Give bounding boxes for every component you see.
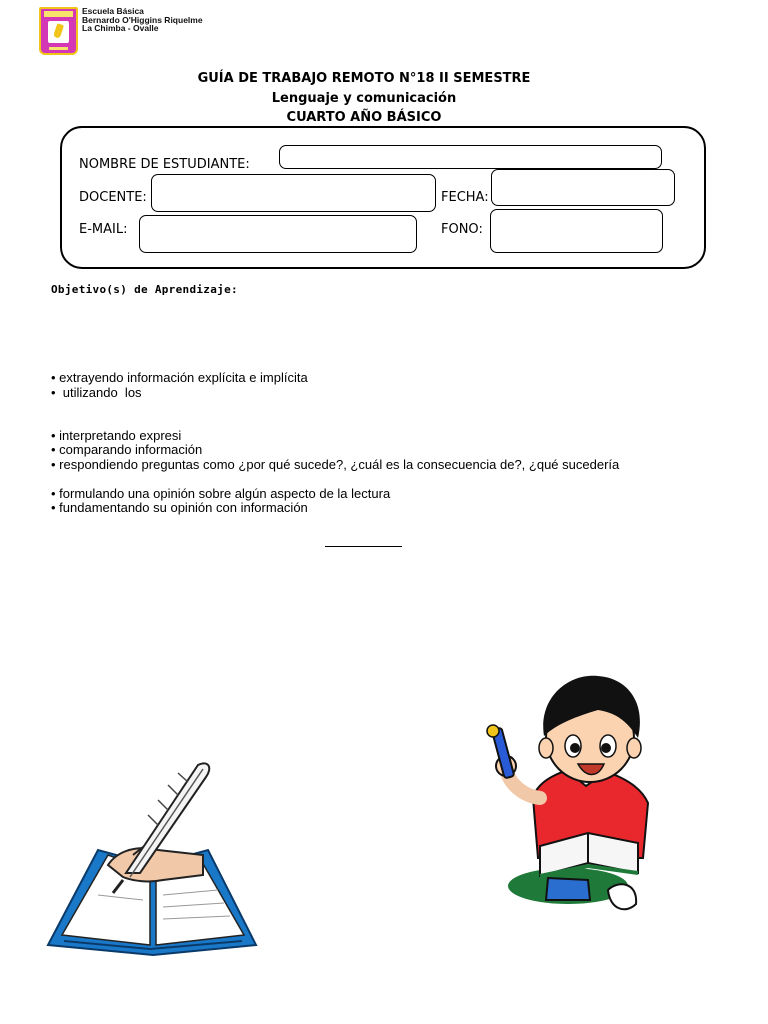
list-item: • extrayendo información explícita e implícita <box>51 370 308 385</box>
list-item: • interpretando expresi <box>51 428 182 443</box>
phone-field[interactable] <box>490 209 663 253</box>
school-name <box>82 7 203 33</box>
logo-ribbon <box>44 11 73 17</box>
document-title: GUÍA DE TRABAJO REMOTO N°18 II SEMESTRE <box>197 71 531 86</box>
school-line: Escuela Básica <box>82 6 144 16</box>
student-name-field[interactable] <box>279 145 662 169</box>
school-line: Bernardo O'Higgins Riquelme <box>82 14 203 25</box>
quill-and-book-icon <box>38 755 268 960</box>
phone-label: FONO: <box>441 222 483 237</box>
logo-mark-icon <box>53 23 64 38</box>
objective-heading: Objetivo(s) de Aprendizaje: <box>51 283 238 296</box>
student-name-label: NOMBRE DE ESTUDIANTE: <box>79 157 250 172</box>
subject-title: Lenguaje y comunicación <box>271 91 457 106</box>
child-reading-icon <box>478 668 678 920</box>
logo-emblem <box>48 21 69 43</box>
teacher-field[interactable] <box>151 174 436 212</box>
date-label: FECHA: <box>441 190 489 205</box>
email-label: E-MAIL: <box>79 222 128 237</box>
school-line: La Chimba - Ovalle <box>82 23 159 33</box>
logo-footer <box>49 47 68 50</box>
divider-line <box>325 546 402 547</box>
school-logo <box>39 7 78 55</box>
list-item: • utilizando los <box>51 385 142 400</box>
date-field[interactable] <box>491 169 675 206</box>
teacher-label: DOCENTE: <box>79 190 147 205</box>
grade-title: CUARTO AÑO BÁSICO <box>286 110 442 125</box>
list-item: • comparando información <box>51 442 203 457</box>
list-item: • respondiendo preguntas como ¿por qué sucede?, ¿cuál es la consecuencia de?, ¿qué sucedería <box>51 457 620 472</box>
email-field[interactable] <box>139 215 417 253</box>
list-item: • fundamentando su opinión con información <box>51 500 308 515</box>
list-item: • formulando una opinión sobre algún aspecto de la lectura <box>51 486 391 501</box>
